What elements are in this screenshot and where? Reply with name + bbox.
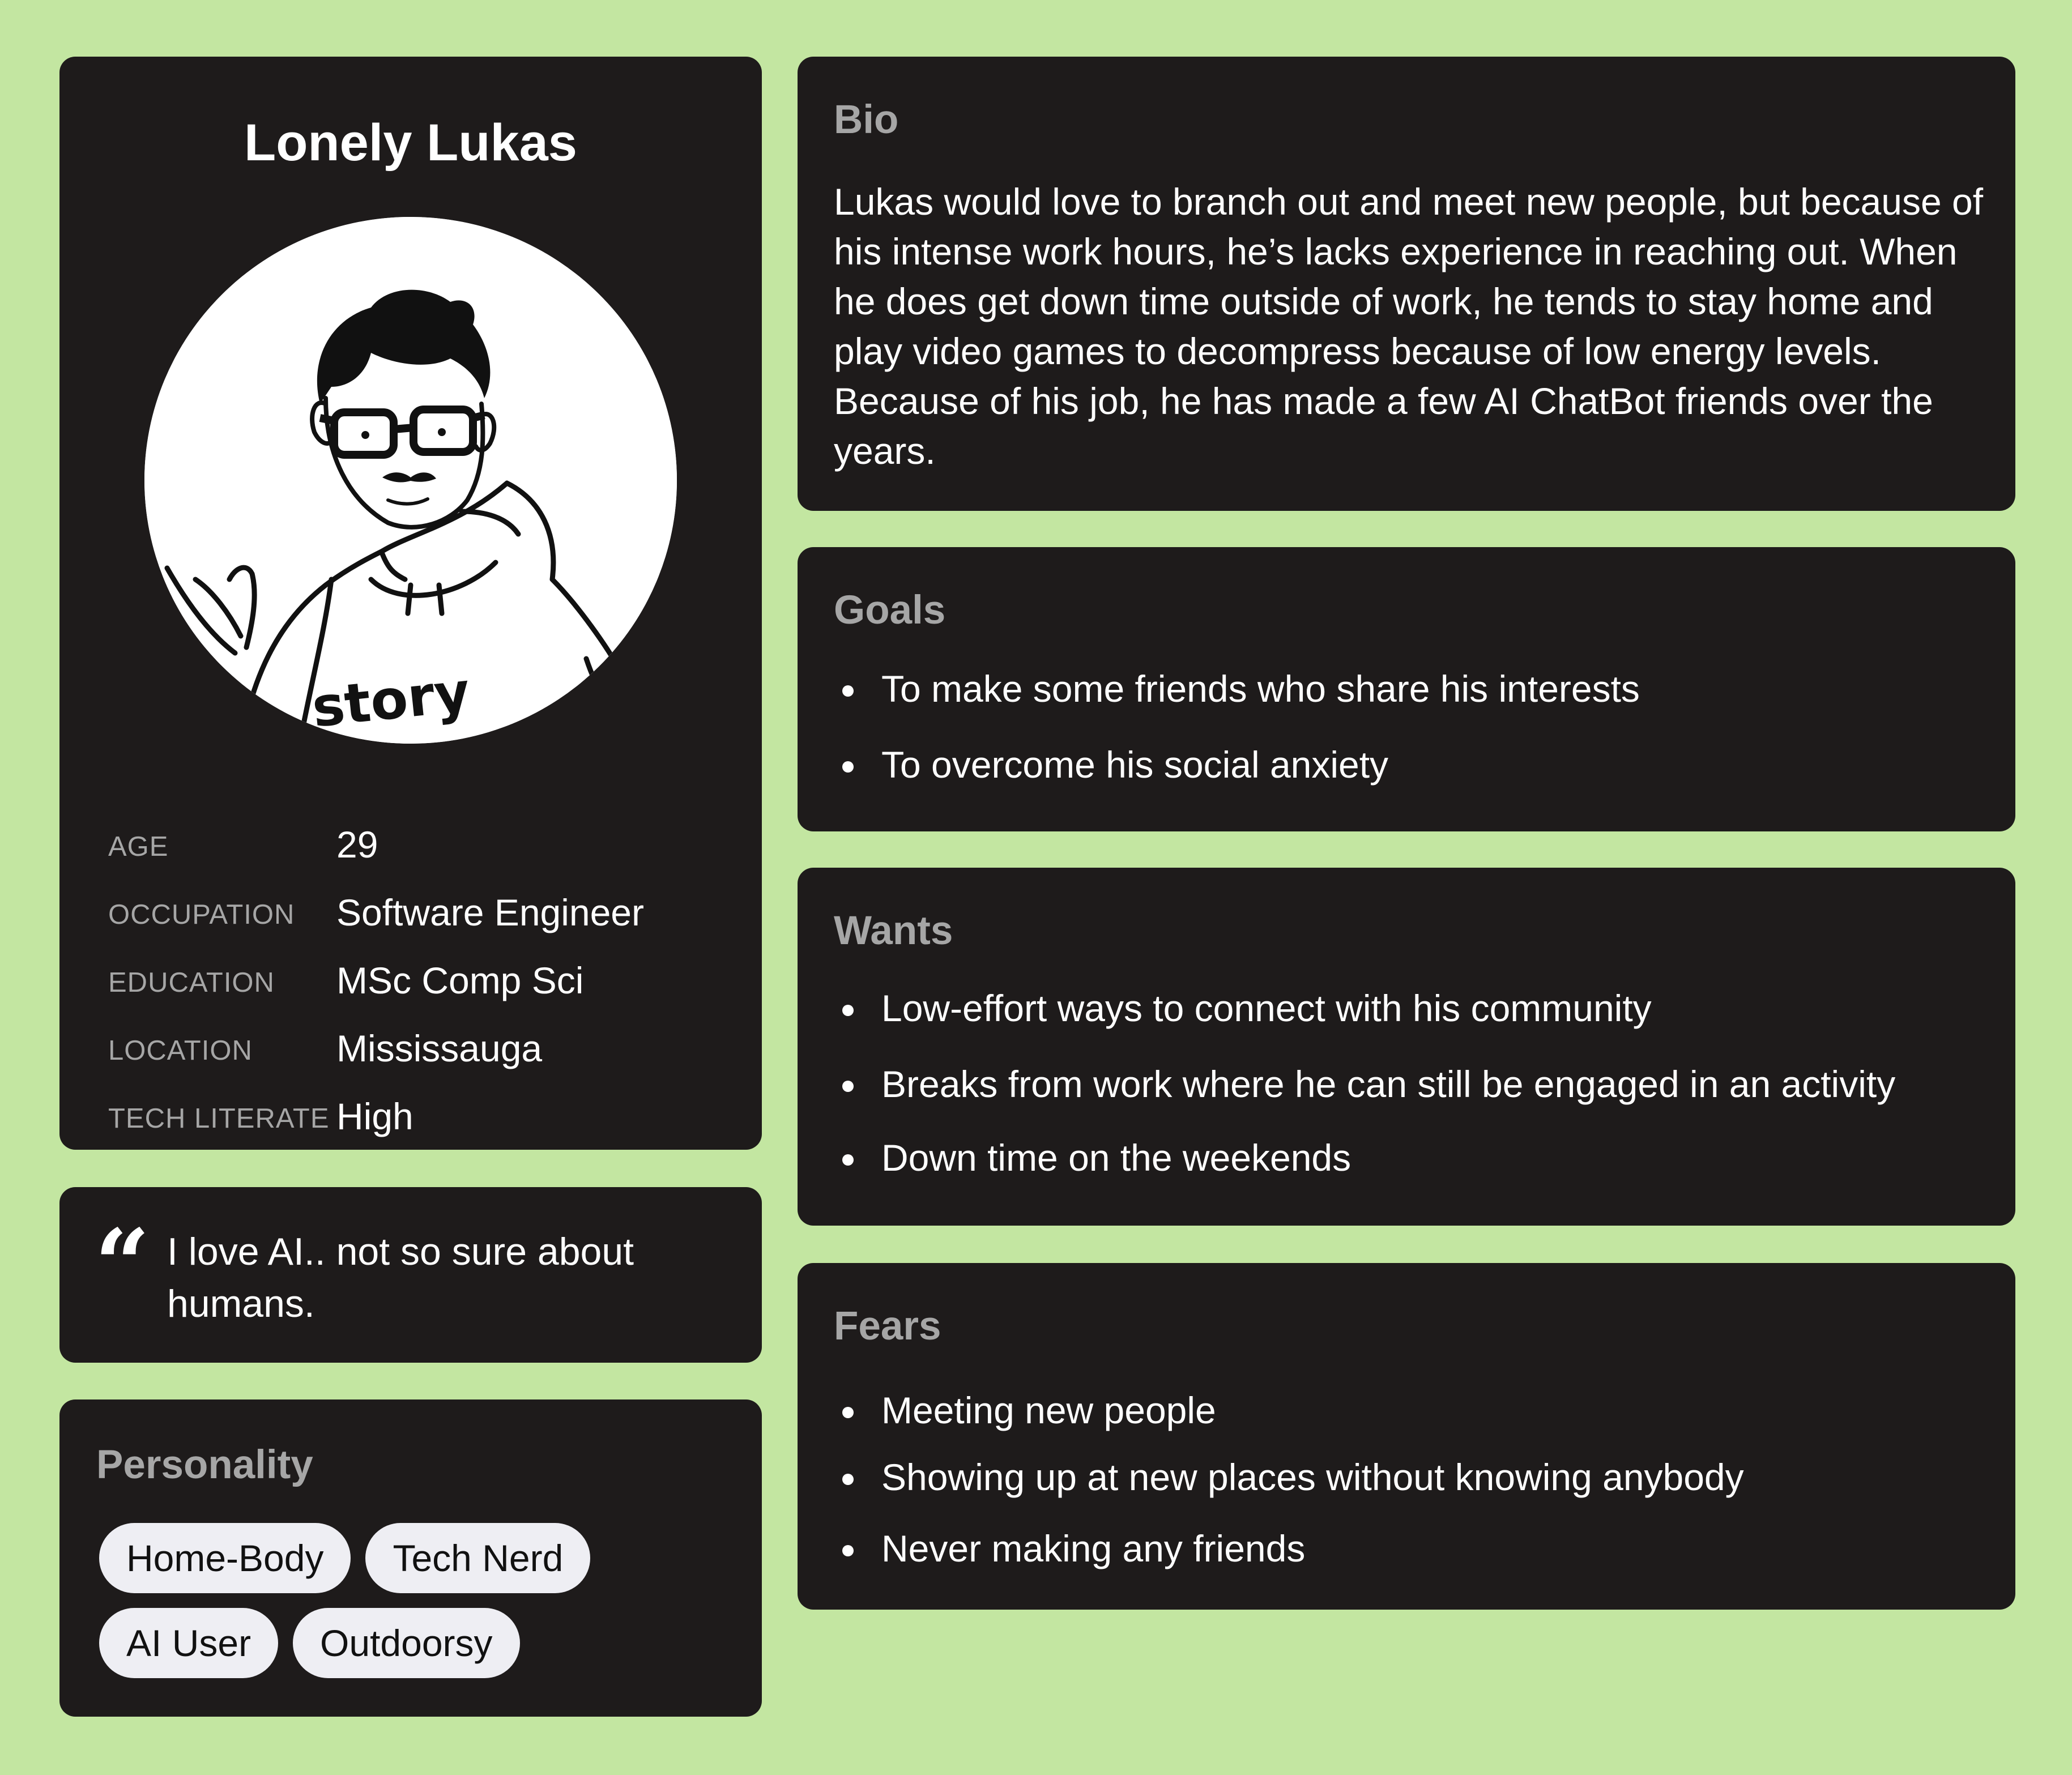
- quote-icon: “: [95, 1208, 150, 1321]
- list-item: To make some friends who share his interests: [834, 664, 1989, 714]
- attr-key: AGE: [108, 831, 169, 862]
- persona-name: Lonely Lukas: [244, 114, 577, 172]
- personality-title: Personality: [96, 1443, 313, 1487]
- list-item: To overcome his social anxiety: [834, 740, 1989, 790]
- fears-card: [798, 1263, 2015, 1610]
- quote-card: [59, 1187, 762, 1363]
- tag-home-body: Home-Body: [99, 1523, 351, 1593]
- tag-ai-user: AI User: [99, 1608, 278, 1678]
- personality-card: [59, 1399, 762, 1717]
- portrait-sketch-icon: [144, 217, 677, 744]
- attr-value: High: [336, 1095, 413, 1137]
- wants-card: [798, 868, 2015, 1226]
- goals-list: [834, 664, 1989, 790]
- profile-card: [59, 57, 762, 1150]
- avatar: [144, 217, 677, 744]
- bio-text: Lukas would love to branch out and meet new people, but because of his intense work hours, he’s lacks experience in reaching out. When he does get down time outside of work, he tends to stay home and play video games to decompress because of low energy levels. Because of his job, he has made a few AI ChatBot friends over the years.: [834, 181, 1984, 472]
- shirt-text: story: [309, 660, 473, 740]
- list-item: Showing up at new places without knowing anybody: [834, 1452, 1989, 1502]
- attr-value: Mississauga: [336, 1027, 543, 1069]
- attr-value: Software Engineer: [336, 891, 644, 933]
- attr-value: 29: [336, 824, 378, 865]
- attr-key: EDUCATION: [108, 967, 275, 998]
- attr-value: MSc Comp Sci: [336, 959, 584, 1001]
- list-item: Breaks from work where he can still be engaged in an activity: [834, 1059, 1989, 1109]
- wants-title: Wants: [834, 908, 953, 953]
- tag-tech-nerd: Tech Nerd: [365, 1523, 590, 1593]
- list-item: Never making any friends: [834, 1524, 1989, 1573]
- tag-outdoorsy: Outdoorsy: [293, 1608, 519, 1678]
- list-item: Meeting new people: [834, 1385, 1989, 1435]
- goals-card: [798, 547, 2015, 831]
- wants-list: [834, 983, 1989, 1183]
- list-item: Low-effort ways to connect with his community: [834, 983, 1989, 1033]
- list-item: Down time on the weekends: [834, 1133, 1989, 1183]
- attr-key: OCCUPATION: [108, 899, 295, 930]
- fears-title: Fears: [834, 1304, 941, 1349]
- bio-card: [798, 57, 2015, 511]
- goals-title: Goals: [834, 588, 946, 633]
- attr-key: TECH LITERATE: [108, 1103, 330, 1134]
- bio-title: Bio: [834, 97, 899, 142]
- personality-tags: [99, 1523, 722, 1678]
- attr-key: LOCATION: [108, 1035, 253, 1066]
- fears-list: [834, 1385, 1989, 1573]
- quote-text: I love AI.. not so sure about humans.: [167, 1230, 634, 1325]
